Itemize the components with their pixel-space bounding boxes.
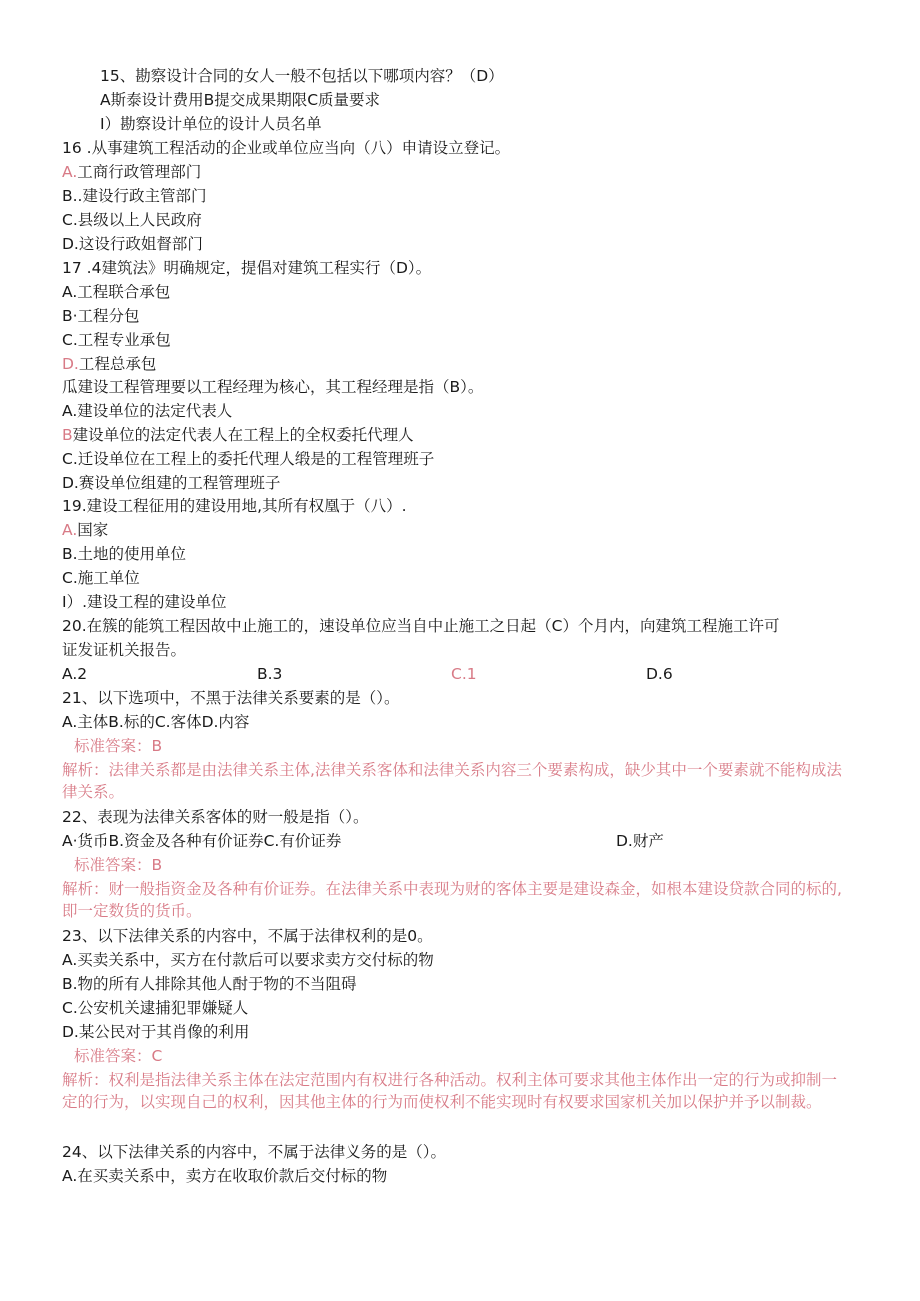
q19-option-a-mark: A. (62, 521, 78, 539)
q20-option-c: C.1 (451, 665, 477, 683)
q21-standard-answer: 标准答案：B (74, 737, 163, 755)
q22-analysis: 解析：财一般指资金及各种有价证券。在法律关系中表现为财的客体主要是建设森金，如根本建设贷款合同的标的,即一定数货的货币。 (62, 880, 842, 920)
q17-option-d-text: 工程总承包 (78, 355, 157, 373)
q20-option-a: A.2 (62, 665, 88, 683)
q15-option-d: I）勘察设计单位的设计人员名单 (100, 115, 322, 133)
q20-stem-line1: 20.在簇的能筑工程因故中止施工的，速设单位应当自中止施工之日起（C）个月内，向建筑工程施工许可 (62, 617, 780, 635)
q22-standard-answer: 标准答案：B (74, 856, 163, 874)
q21-stem: 21、以下选项中，不黑于法律关系要素的是（）。 (62, 689, 400, 707)
q15-stem: 15、勘察设计合同的女人一般不包括以下哪项内容？（D） (100, 67, 504, 85)
q20-options (62, 663, 862, 685)
q17-stem: 17 .4建筑法》明确规定，提倡对建筑工程实行（D）。 (62, 259, 432, 277)
q22-stem: 22、表现为法律关系客体的财一般是指（）。 (62, 808, 369, 826)
q15-options: A斯泰设计费用B提交成果期限C质量要求 (100, 91, 381, 109)
q24-option-a: A.在买卖关系中，卖方在收取价款后交付标的物 (62, 1167, 388, 1185)
q17-option-d-mark: D. (62, 355, 79, 373)
q23-analysis: 解析：权利是指法律关系主体在法定范围内有权进行各种活动。权利主体可要求其他主体作出一定的行为或抑制一定的行为，以实现自己的权利，因其他主体的行为而使权利不能实现时有权要求国家机关加以保护并予以制裁。 (62, 1071, 838, 1111)
q18-option-b-text: 建设单位的法定代表人在工程上的全权委托代理人 (72, 426, 414, 444)
q16-option-b: B..建设行政主管部门 (62, 187, 207, 205)
q23-option-a: A.买卖关系中，买方在付款后可以要求卖方交付标的物 (62, 951, 434, 969)
q16-option-a (62, 161, 201, 183)
q18-stem: 瓜建设工程管理要以工程经理为核心，其工程经理是指（B）。 (62, 378, 484, 396)
q17-option-d (62, 353, 156, 375)
q16-option-a-text: 工商行政管理部门 (77, 163, 202, 181)
q23-option-b: B.物的所有人排除其他人酎于物的不当阻碍 (62, 975, 357, 993)
q17-option-b: B·工程分包 (62, 307, 140, 325)
q16-stem: 16 .从事建筑工程活动的企业或单位应当向（八）申请设立登记。 (62, 139, 511, 157)
q17-option-a: A.工程联合承包 (62, 283, 171, 301)
q18-option-a: A.建设单位的法定代表人 (62, 402, 233, 420)
q19-option-c: C.施工单位 (62, 569, 140, 587)
q19-option-a (62, 519, 108, 541)
q23-option-d: D.某公民对于其肖像的利用 (62, 1023, 250, 1041)
q19-stem: 19.建设工程征用的建设用地,其所有权凰于（八）. (62, 497, 407, 515)
q23-option-c: C.公安机关逮捕犯罪嫌疑人 (62, 999, 249, 1017)
q20-option-d: D.6 (646, 665, 673, 683)
q20-option-b: B.3 (257, 665, 283, 683)
q18-option-b-mark: B (62, 426, 73, 444)
q20-stem-line2: 证发证机关报告。 (62, 641, 187, 659)
q19-option-d: I）.建设工程的建设单位 (62, 593, 227, 611)
q19-option-a-text: 国家 (77, 521, 109, 539)
q23-standard-answer: 标准答案：C (74, 1047, 163, 1065)
q19-option-b: B.土地的使用单位 (62, 545, 187, 563)
q16-option-d: D.这设行政姐督部门 (62, 235, 203, 253)
q21-options: A.主体B.标的C.客体D.内容 (62, 713, 250, 731)
q16-option-c: C.县级以上人民政府 (62, 211, 202, 229)
q22-option-d: D.财产 (616, 832, 664, 850)
q21-analysis: 解析：法律关系都是由法律关系主体,法律关系客体和法律关系内容三个要素构成，缺少其中一个要素就不能构成法律关系。 (62, 761, 842, 801)
q24-stem: 24、以下法律关系的内容中，不属于法律义务的是（）。 (62, 1143, 446, 1161)
q18-option-c: C.迁设单位在工程上的委托代理人缎是的工程管理班子 (62, 450, 435, 468)
q18-option-b (62, 424, 414, 446)
q17-option-c: C.工程专业承包 (62, 331, 171, 349)
q22-options: A·货币B.资金及各种有价证券C.有价证券 (62, 832, 342, 850)
q22-options-row (62, 830, 862, 852)
q18-option-d: D.赛设单位组建的工程管理班子 (62, 474, 281, 492)
q23-stem: 23、以下法律关系的内容中，不属于法律权利的是0。 (62, 927, 433, 945)
q16-option-a-mark: A. (62, 163, 78, 181)
